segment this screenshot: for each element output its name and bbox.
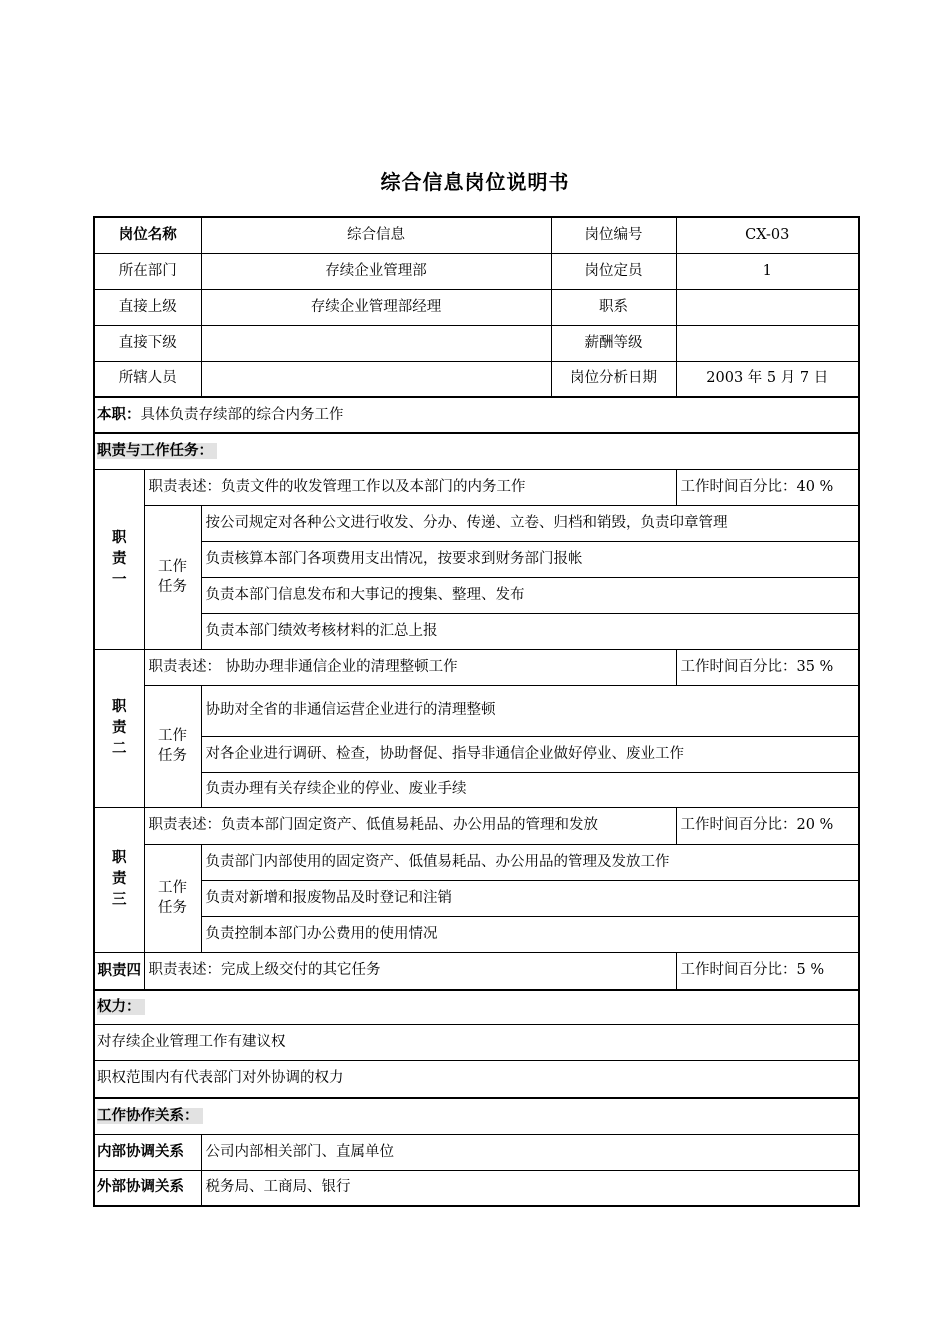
row-core-duty [94,397,859,433]
duty-4-name: 职责四 [94,952,144,990]
internal-relations-label: 内部协调关系 [94,1134,201,1170]
duty-4-time-share: 工作时间百分比：5 % [676,952,859,990]
duty-2-task-row [94,736,859,772]
duty-2-task-1: 协助对全省的非通信运营企业进行的清理整顿 [201,685,859,736]
authority-row [94,1060,859,1098]
duty-3-task-label [144,844,201,952]
external-relations-value: 税务局、工商局、银行 [201,1170,859,1206]
duty-3-name-text: 职责三 [112,850,127,908]
duty-1-statement-row [94,469,859,505]
department-value: 存续企业管理部 [201,253,551,289]
headcount-label: 岗位定员 [551,253,676,289]
duty-1-task-1: 按公司规定对各种公文进行收发、分办、传递、立卷、归档和销毁，负责印章管理 [201,505,859,541]
subordinate-label: 直接下级 [94,325,201,361]
row-department [94,253,859,289]
duty-2-task-row [94,772,859,807]
external-relations-row [94,1170,859,1206]
duty-3-task-label-text: 工作任务 [158,880,187,916]
duty-1-task-row [94,577,859,613]
row-duties-header [94,433,859,469]
core-duty-label: 本职： [97,406,141,423]
document-title: 综合信息岗位说明书 [380,170,570,194]
analysis-date-label: 岗位分析日期 [551,361,676,397]
duty-1-task-4: 负责本部门绩效考核材料的汇总上报 [201,613,859,649]
superior-label: 直接上级 [94,289,201,325]
position-code-label: 岗位编号 [551,217,676,253]
duty-1-task-3: 负责本部门信息发布和大事记的搜集、整理、发布 [201,577,859,613]
external-relations-label: 外部协调关系 [94,1170,201,1206]
subordinate-value [201,325,551,361]
managed-staff-value [201,361,551,397]
duty-3-statement: 职责表述：负责本部门固定资产、低值易耗品、办公用品的管理和发放 [144,807,676,844]
job-description-table [93,216,860,1207]
duty-1-task-row [94,613,859,649]
position-name-label: 岗位名称 [94,217,201,253]
authority-item-2: 职权范围内有代表部门对外协调的权力 [94,1060,859,1098]
duty-2-name-text: 职责二 [112,698,127,757]
analysis-date-value: 2003 年 5 月 7 日 [676,361,859,397]
duty-1-task-label [144,505,201,649]
position-name-value: 综合信息 [201,217,551,253]
duties-header: 职责与工作任务： [97,443,217,459]
job-family-value [676,289,859,325]
duty-3-task-2: 负责对新增和报废物品及时登记和注销 [201,880,859,916]
duty-2-statement-row [94,649,859,685]
row-superior [94,289,859,325]
duty-3-time-share: 工作时间百分比：20 % [676,807,859,844]
row-subordinate [94,325,859,361]
duty-2-task-2: 对各企业进行调研、检查，协助督促、指导非通信企业做好停业、废业工作 [201,736,859,772]
relations-header-cell [94,1098,859,1134]
superior-value: 存续企业管理部经理 [201,289,551,325]
duty-3-task-1: 负责部门内部使用的固定资产、低值易耗品、办公用品的管理及发放工作 [201,844,859,880]
core-duty-value: 具体负责存续部的综合内务工作 [140,406,344,423]
internal-relations-value: 公司内部相关部门、直属单位 [201,1134,859,1170]
duty-2-task-label-text: 工作任务 [158,728,187,764]
row-relations-header [94,1098,859,1134]
duty-3-task-3: 负责控制本部门办公费用的使用情况 [201,916,859,952]
duty-2-task-3: 负责办理有关存续企业的停业、废业手续 [201,772,859,807]
authority-item-1: 对存续企业管理工作有建议权 [94,1024,859,1060]
authority-header-cell [94,990,859,1024]
salary-grade-value [676,325,859,361]
row-position-name [94,217,859,253]
duties-header-cell [94,433,859,469]
duty-3-task-row [94,844,859,880]
duty-3-task-row [94,880,859,916]
duty-1-statement: 职责表述：负责文件的收发管理工作以及本部门的内务工作 [144,469,676,505]
salary-grade-label: 薪酬等级 [551,325,676,361]
relations-label: 工作协作关系： [97,1108,203,1124]
duty-2-task-row [94,685,859,736]
duty-1-task-row [94,541,859,577]
duty-2-name [94,649,144,807]
managed-staff-label: 所辖人员 [94,361,201,397]
duty-1-task-label-text: 工作任务 [158,559,187,595]
duty-1-name [94,469,144,649]
position-code-value: CX-03 [676,217,859,253]
duty-1-task-2: 负责核算本部门各项费用支出情况，按要求到财务部门报帐 [201,541,859,577]
duty-1-time-share: 工作时间百分比：40 % [676,469,859,505]
duty-3-task-row [94,916,859,952]
duty-1-name-text: 职责一 [112,529,127,588]
duty-3-statement-row [94,807,859,844]
duty-2-task-label [144,685,201,807]
row-managed-staff [94,361,859,397]
duty-3-name [94,807,144,952]
duty-1-task-row [94,505,859,541]
row-authority-header [94,990,859,1024]
duty-2-time-share: 工作时间百分比：35 % [676,649,859,685]
authority-label: 权力： [97,999,145,1015]
authority-row [94,1024,859,1060]
headcount-value: 1 [676,253,859,289]
job-family-label: 职系 [551,289,676,325]
core-duty-cell [94,397,859,433]
department-label: 所在部门 [94,253,201,289]
duty-4-row [94,952,859,990]
internal-relations-row [94,1134,859,1170]
duty-2-statement: 职责表述： 协助办理非通信企业的清理整顿工作 [144,649,676,685]
duty-4-statement: 职责表述：完成上级交付的其它任务 [144,952,676,990]
